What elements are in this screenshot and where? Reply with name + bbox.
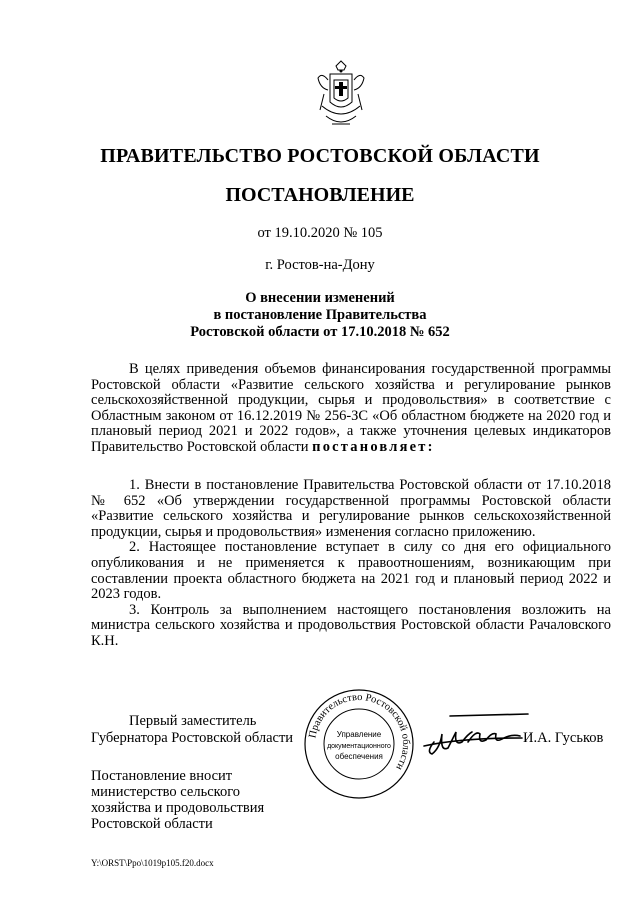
signer-position — [91, 713, 293, 747]
document-type: ПОСТАНОВЛЕНИЕ — [225, 184, 415, 206]
date-and-number: от 19.10.2020 № 105 — [257, 225, 383, 241]
decree-item-1: 1. Внести в постановление Правительства Ростовской области от 17.10.2018 № 652 «Об утверждении государственной программы Ростовской области «Развитие сельского хозяйства и регулирование рынков сельскохозяйственной продукции, сырья и продовольствия» изменения согласно приложению. — [91, 477, 611, 540]
signer-name: И.А. Гуськов — [523, 730, 604, 746]
government-name: ПРАВИТЕЛЬСТВО РОСТОВСКОЙ ОБЛАСТИ — [100, 145, 540, 167]
submitted-line-2: министерство сельского — [91, 784, 241, 800]
signer-position-line-2: Губернатора Ростовской области — [91, 730, 294, 746]
stamp-ring-text: Правительство Ростовской области — [307, 691, 412, 772]
preamble-paragraph — [91, 362, 611, 456]
title-line-3: Ростовской области от 17.10.2018 № 652 — [190, 324, 450, 340]
decree-item-2: 2. Настоящее постановление вступает в силу со дня его официального опубликования и не применяется к правоотношениям, возникающим при составлении проекта областного бюджета на 2021 год и плановый период 2022 и 2023 годов. — [91, 539, 611, 603]
submitted-by — [91, 768, 264, 832]
handwritten-signature — [420, 708, 532, 760]
city: г. Ростов-на-Дону — [265, 257, 375, 273]
preamble-text: В целях приведения объемов финансирования государственной программы Ростовской области «Развитие сельского хозяйства и регулирование рынков сельскохозяйственной продукции, сырья и продовольствия» в соответствие с Областным законом от 16.12.2019 № 256-ЗС «Об областном бюджете на 2020 год и плановый период 2021 и 2022 годов», а также уточнения целевых индикаторов Правительство Ростовской области — [91, 361, 611, 455]
coat-of-arms-icon — [314, 58, 368, 130]
stamp-line-2: документационного — [327, 743, 391, 750]
decree-item-3: 3. Контроль за выполнением настоящего постановления возложить на министра сельского хозяйства и продовольствия Ростовской области Рачаловского К.Н. — [91, 601, 611, 649]
submitted-line-3: хозяйства и продовольствия — [91, 800, 265, 816]
submitted-line-4: Ростовской области — [91, 816, 213, 832]
resolves-keyword: постановляет: — [312, 438, 435, 455]
title-line-2: в постановление Правительства — [213, 307, 427, 323]
file-path: Y:\ORST\Ppo\1019p105.f20.docx — [91, 858, 214, 868]
official-stamp — [303, 688, 415, 800]
stamp-line-1: Управление — [336, 730, 382, 739]
decree-items — [91, 478, 611, 650]
signer-position-line-1: Первый заместитель — [129, 713, 257, 729]
title-line-1: О внесении изменений — [245, 290, 395, 306]
submitted-line-1: Постановление вносит — [91, 768, 233, 784]
document-title — [0, 290, 640, 341]
stamp-line-3: обеспечения — [335, 752, 383, 761]
